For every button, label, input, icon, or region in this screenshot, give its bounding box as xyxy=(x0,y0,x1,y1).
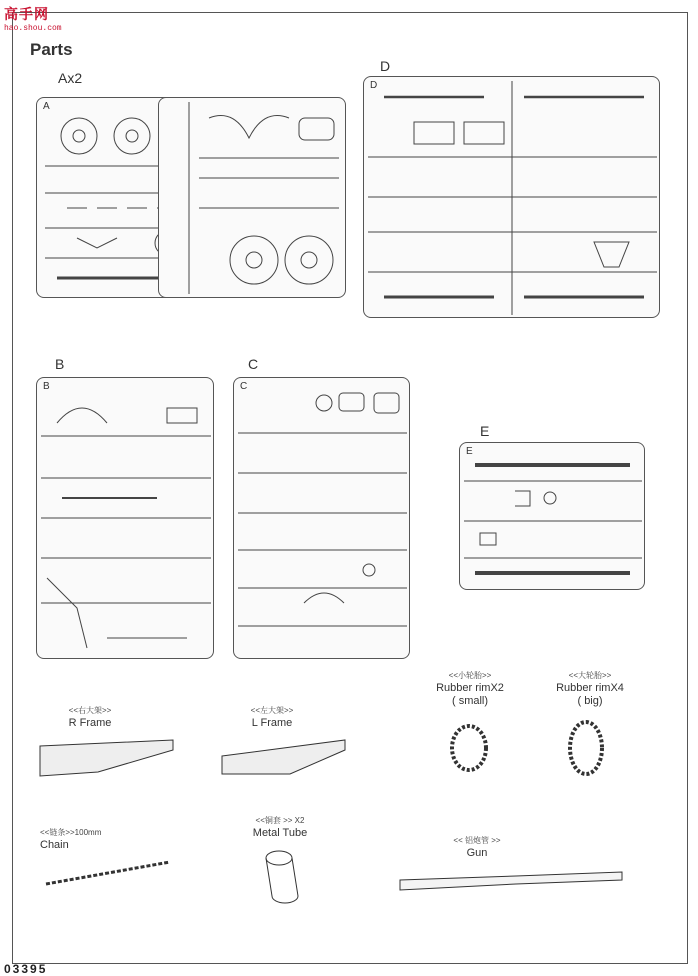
sprue-a-right-parts xyxy=(159,98,347,299)
l-frame-caption xyxy=(232,704,312,730)
r-frame-cn: <<右大架>> xyxy=(68,706,112,715)
sprue-c xyxy=(233,377,410,659)
sprue-d-label: D xyxy=(380,58,391,74)
l-frame-art xyxy=(220,738,350,778)
sprue-b-label: B xyxy=(55,356,65,372)
chain-en: Chain xyxy=(40,839,69,851)
sprue-a-corner-letter: A xyxy=(43,101,50,112)
rim-small-art xyxy=(446,723,492,773)
rim-big-cn: <<大轮胎>> xyxy=(568,671,612,680)
chain-art xyxy=(44,858,174,888)
watermark-text: 高手网 xyxy=(4,6,49,22)
tube-en: Metal Tube xyxy=(252,827,308,839)
sprue-d xyxy=(363,76,660,318)
sprue-c-label: C xyxy=(248,356,259,372)
sprue-b-corner-letter: B xyxy=(43,381,50,392)
gun-art xyxy=(396,868,632,898)
sprue-b xyxy=(36,377,214,659)
sprue-e-parts xyxy=(460,443,646,591)
sprue-e-label: E xyxy=(480,423,490,439)
rim-small-note: ( small) xyxy=(451,695,489,707)
gun-caption xyxy=(432,834,522,860)
watermark-url: hao.shou.com xyxy=(4,24,62,33)
rim-small-cn: <<小轮胎>> xyxy=(448,671,492,680)
sprue-e-corner-letter: E xyxy=(466,446,473,457)
sprue-a-right xyxy=(158,97,346,298)
sprue-d-corner-letter: D xyxy=(370,80,378,91)
r-frame-caption xyxy=(50,704,130,730)
rim-big-note: ( big) xyxy=(577,695,603,707)
tube-caption xyxy=(240,814,320,840)
watermark-logo xyxy=(4,4,84,40)
rim-big-art xyxy=(564,719,608,777)
page-number: 03395 xyxy=(4,962,48,976)
gun-en: Gun xyxy=(466,847,488,859)
rim-big-caption xyxy=(545,669,635,708)
sprue-c-parts xyxy=(234,378,411,660)
r-frame-art xyxy=(38,738,178,778)
gun-cn: << 铝炮管 >> xyxy=(453,836,501,845)
r-frame-en: R Frame xyxy=(68,717,112,729)
tube-art xyxy=(262,848,302,906)
rim-big-en: Rubber rimX4 xyxy=(556,682,624,694)
chain-caption xyxy=(40,826,130,852)
l-frame-cn: <<左大架>> xyxy=(250,706,294,715)
chain-cn: <<链条>>100mm xyxy=(40,828,102,837)
sprue-d-parts xyxy=(364,77,661,319)
l-frame-en: L Frame xyxy=(251,717,293,729)
sprue-a-label: Ax2 xyxy=(58,70,83,86)
page-title: Parts xyxy=(30,40,73,59)
rim-small-en: Rubber rimX2 xyxy=(436,682,504,694)
rim-small-caption xyxy=(425,669,515,708)
sprue-c-corner-letter: C xyxy=(240,381,248,392)
sprue-e xyxy=(459,442,645,590)
sprue-b-parts xyxy=(37,378,215,660)
tube-cn: <<铜套 >> X2 xyxy=(255,816,305,825)
